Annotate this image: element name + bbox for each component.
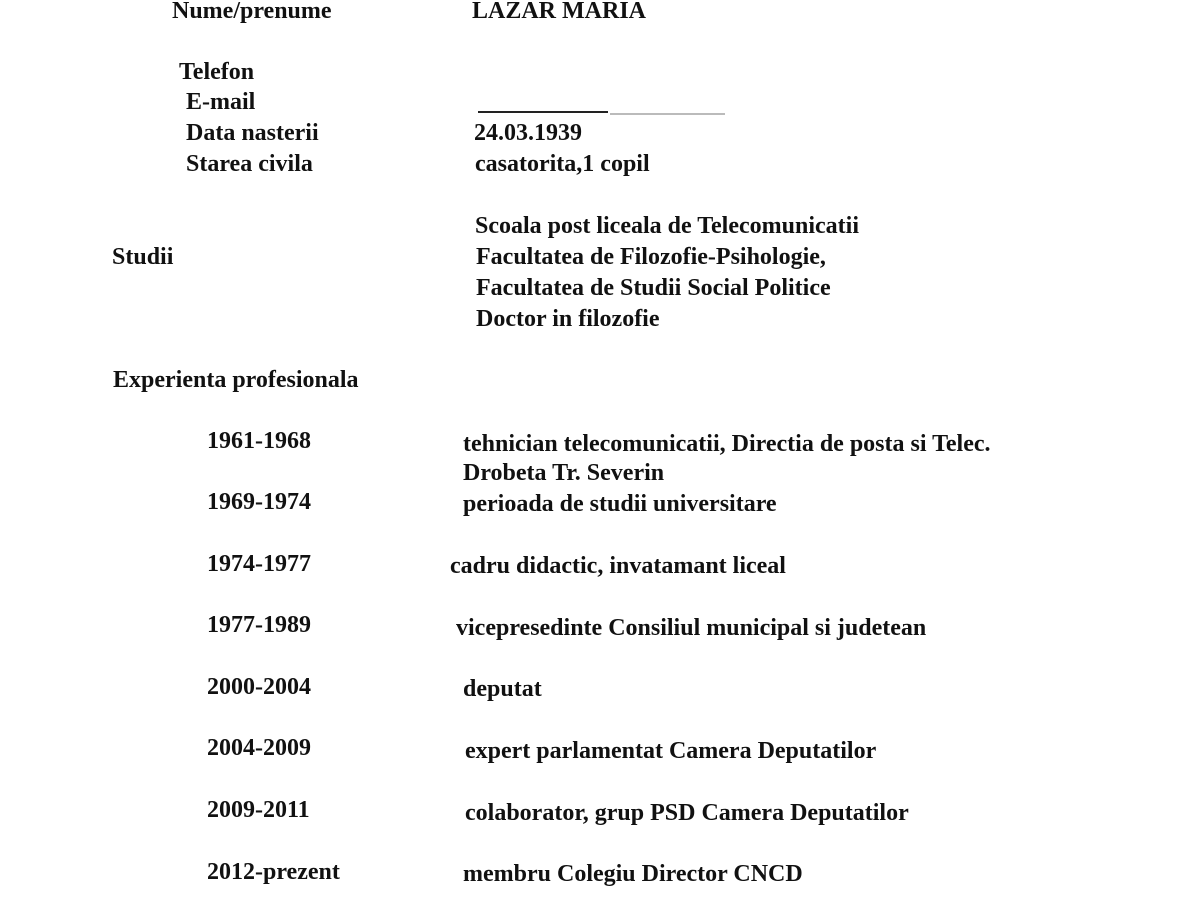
redaction-smudge: [610, 113, 725, 115]
experience-description: membru Colegiu Director CNCD: [463, 861, 803, 887]
name-value: LAZAR MARIA: [472, 0, 646, 24]
education-item: Scoala post liceala de Telecomunicatii: [475, 213, 859, 239]
education-item: Doctor in filozofie: [476, 306, 660, 332]
experience-description: perioada de studii universitare: [463, 491, 777, 517]
experience-description: vicepresedinte Consiliul municipal si judetean: [456, 615, 927, 641]
civil-status-label: Starea civila: [186, 151, 313, 177]
education-item: Facultatea de Filozofie-Psihologie,: [476, 244, 826, 270]
birth-label: Data nasterii: [186, 120, 319, 146]
experience-period: 1961-1968: [207, 428, 311, 454]
experience-description: cadru didactic, invatamant liceal: [450, 553, 786, 579]
name-label: Nume/prenume: [172, 0, 332, 24]
experience-description: expert parlamentat Camera Deputatilor: [465, 738, 877, 764]
birth-value: 24.03.1939: [474, 120, 582, 146]
experience-description: tehnician telecomunicatii, Directia de posta si Telec.: [463, 431, 991, 457]
experience-description: colaborator, grup PSD Camera Deputatilor: [465, 800, 909, 826]
experience-description-continued: Drobeta Tr. Severin: [463, 460, 665, 486]
experience-period: 1974-1977: [207, 551, 311, 577]
experience-description: deputat: [463, 676, 542, 702]
civil-status-value: casatorita,1 copil: [475, 151, 650, 177]
education-item: Facultatea de Studii Social Politice: [476, 275, 831, 301]
redacted-contact-line: [478, 111, 608, 113]
experience-period: 2009-2011: [207, 797, 310, 823]
experience-period: 2000-2004: [207, 674, 311, 700]
phone-label: Telefon: [179, 59, 255, 85]
experience-heading: Experienta profesionala: [113, 367, 359, 393]
experience-period: 2012-prezent: [207, 859, 340, 885]
experience-period: 1977-1989: [207, 612, 311, 638]
experience-period: 1969-1974: [207, 489, 311, 515]
experience-period: 2004-2009: [207, 735, 311, 761]
education-label: Studii: [112, 244, 174, 270]
email-label: E-mail: [186, 89, 256, 115]
